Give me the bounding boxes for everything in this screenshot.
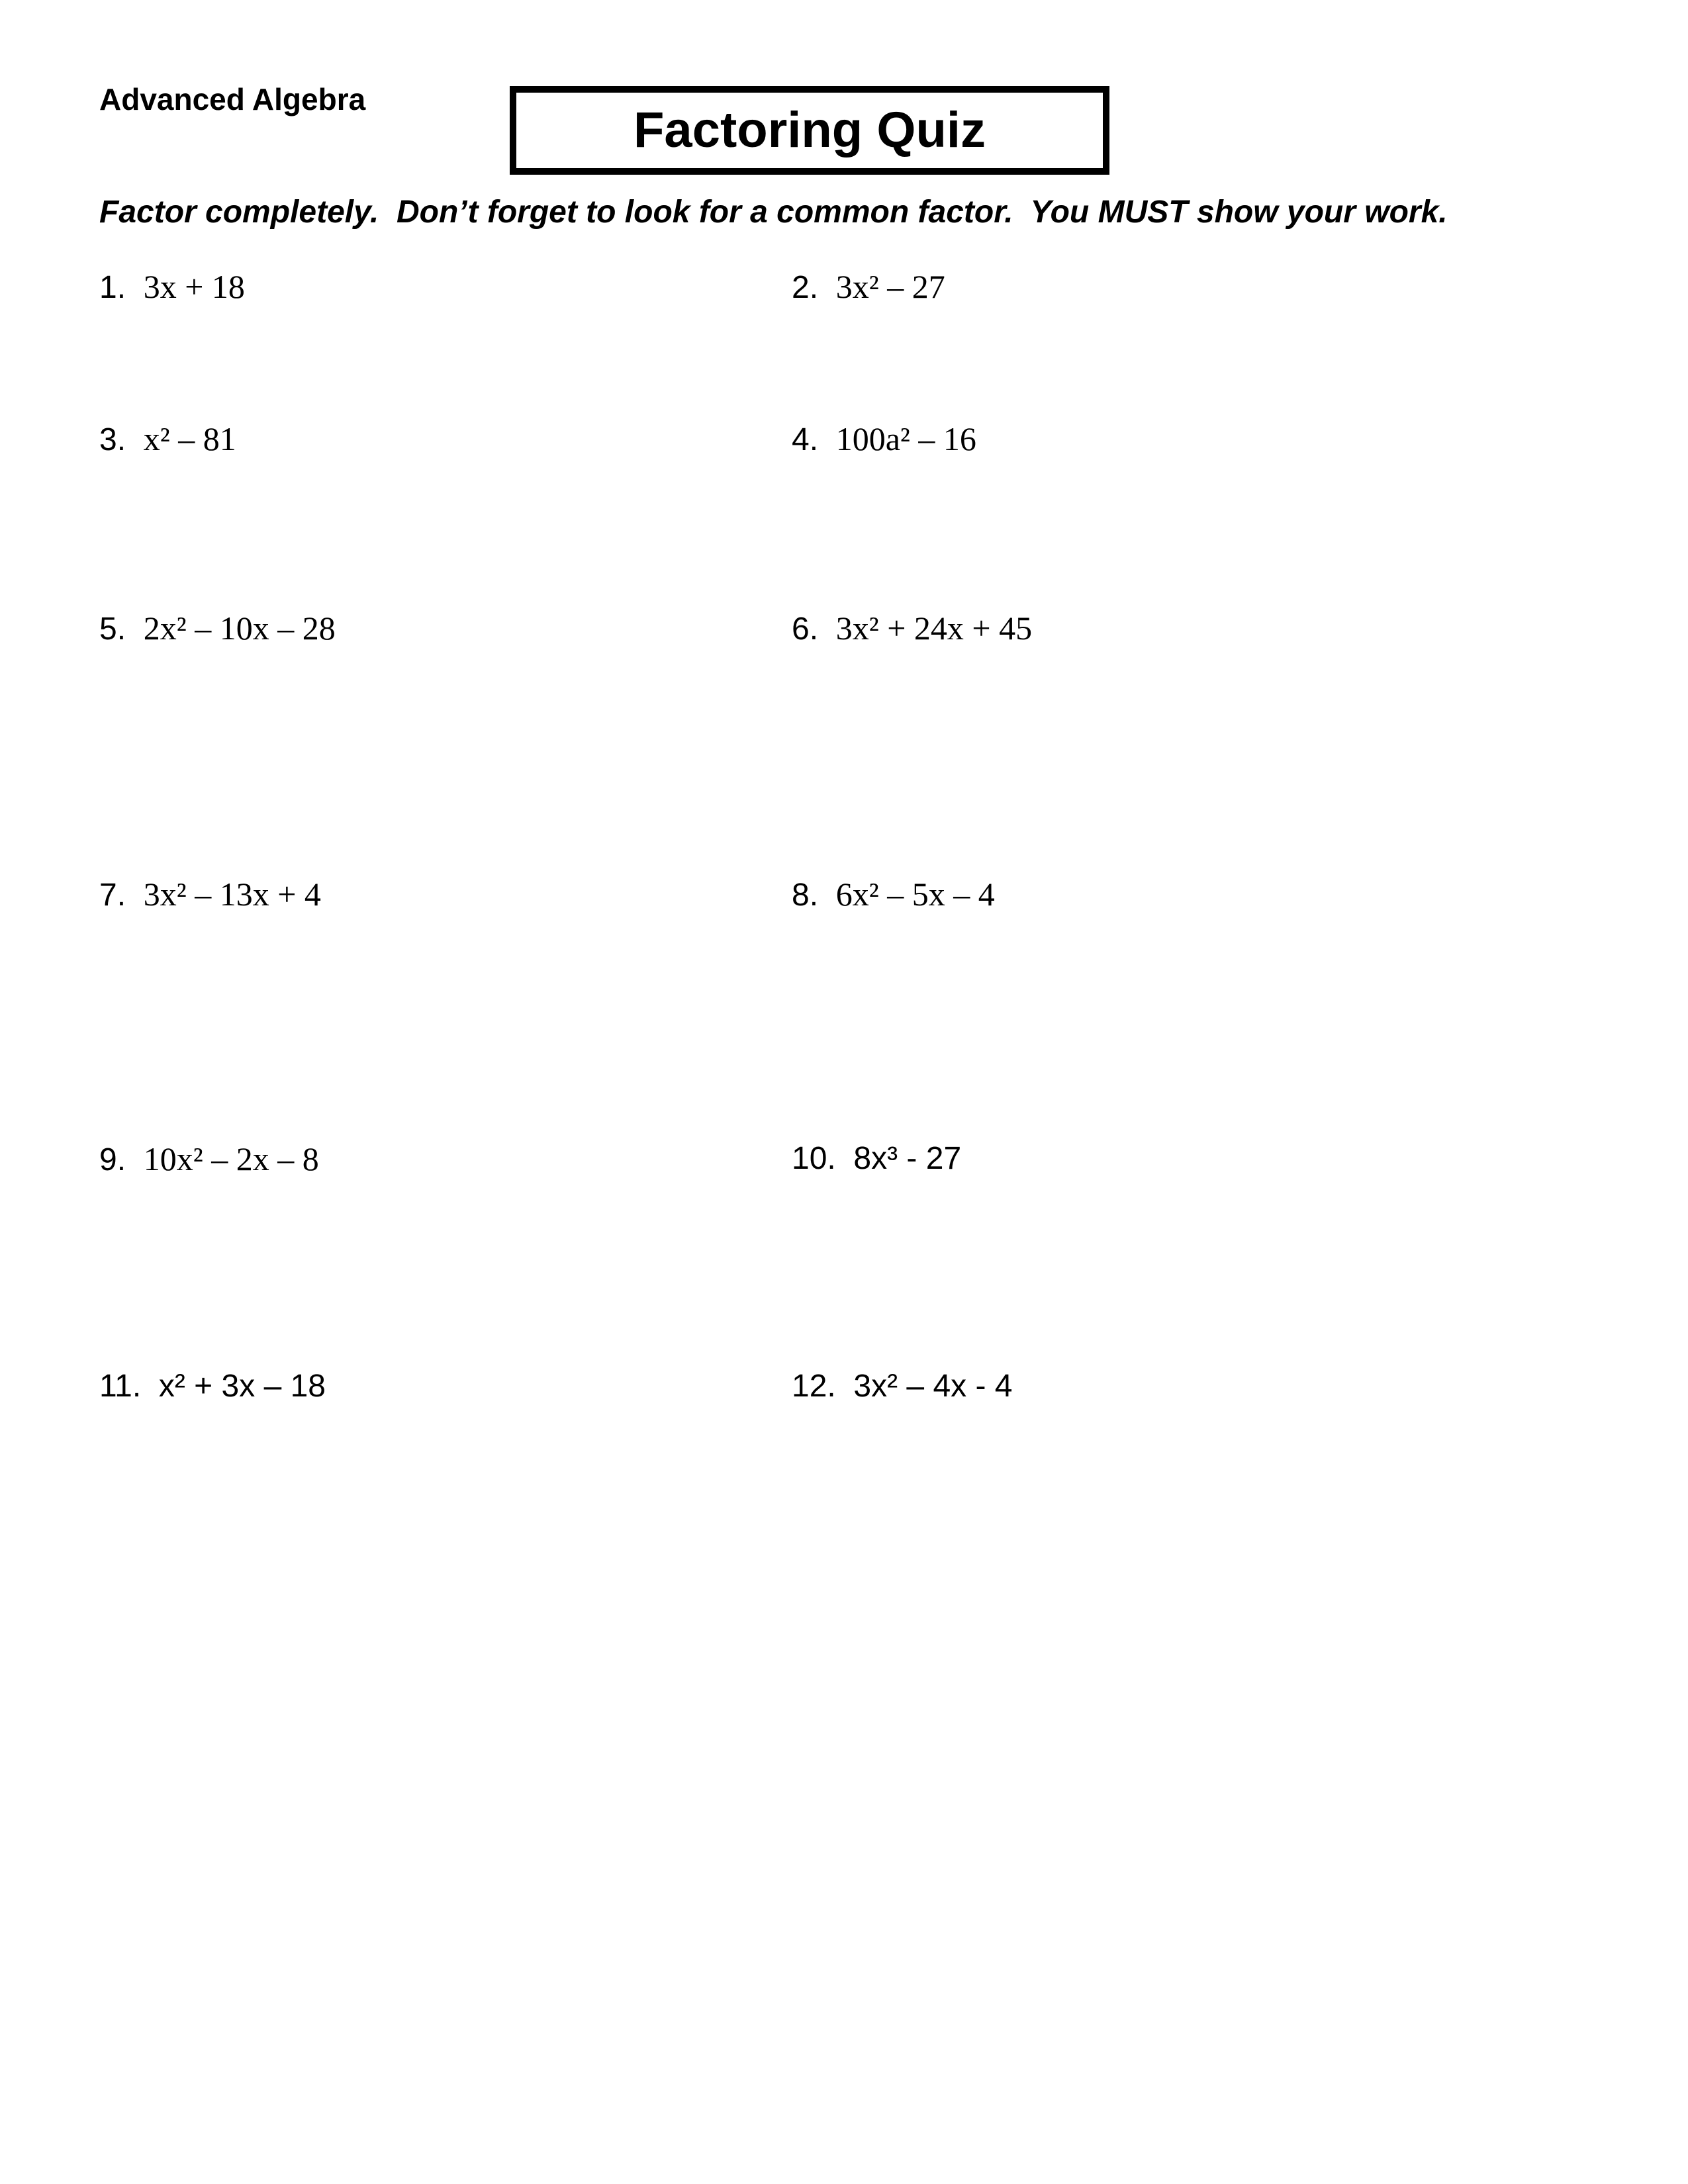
problem-number: 4. bbox=[792, 422, 819, 457]
problem-number: 10. bbox=[792, 1141, 836, 1176]
problem-expression: 3x + 18 bbox=[143, 268, 245, 305]
problem-10 bbox=[792, 1140, 961, 1178]
problem-number: 2. bbox=[792, 270, 819, 305]
quiz-title: Factoring Quiz bbox=[633, 102, 986, 158]
problem-expression: 3x² – 13x + 4 bbox=[143, 876, 321, 913]
problem-expression: 3x² – 4x - 4 bbox=[853, 1369, 1013, 1404]
problem-number: 8. bbox=[792, 878, 819, 913]
problem-expression: 6x² – 5x – 4 bbox=[835, 876, 995, 913]
problem-9 bbox=[99, 1140, 319, 1179]
problem-expression: 3x² + 24x + 45 bbox=[835, 610, 1033, 647]
problem-number: 9. bbox=[99, 1142, 126, 1177]
problem-4 bbox=[792, 420, 976, 459]
problem-expression: x² + 3x – 18 bbox=[158, 1369, 326, 1404]
problem-5 bbox=[99, 609, 336, 649]
problem-6 bbox=[792, 609, 1032, 649]
instructions: Factor completely. Don’t forget to look for a common factor. You MUST show your work. bbox=[99, 195, 1448, 230]
problem-number: 12. bbox=[792, 1369, 836, 1404]
problem-2 bbox=[792, 267, 945, 307]
course-name: Advanced Algebra bbox=[99, 82, 366, 116]
problem-number: 3. bbox=[99, 422, 126, 457]
quiz-title-box bbox=[510, 86, 1109, 175]
problem-expression: 10x² – 2x – 8 bbox=[143, 1140, 319, 1177]
problem-3 bbox=[99, 420, 236, 459]
problem-number: 6. bbox=[792, 612, 819, 647]
problem-11 bbox=[99, 1367, 326, 1406]
problem-number: 7. bbox=[99, 878, 126, 913]
problem-expression: 2x² – 10x – 28 bbox=[143, 610, 336, 647]
problem-number: 1. bbox=[99, 270, 126, 305]
problem-12 bbox=[792, 1367, 1013, 1406]
problem-expression: x² – 81 bbox=[143, 420, 236, 457]
problem-expression: 100a² – 16 bbox=[835, 420, 976, 457]
problem-8 bbox=[792, 875, 995, 915]
problem-expression: 3x² – 27 bbox=[835, 268, 945, 305]
problem-expression: 8x³ - 27 bbox=[853, 1141, 962, 1176]
problem-number: 11. bbox=[99, 1369, 142, 1404]
problem-7 bbox=[99, 875, 321, 915]
problem-number: 5. bbox=[99, 612, 126, 647]
problem-1 bbox=[99, 267, 245, 307]
